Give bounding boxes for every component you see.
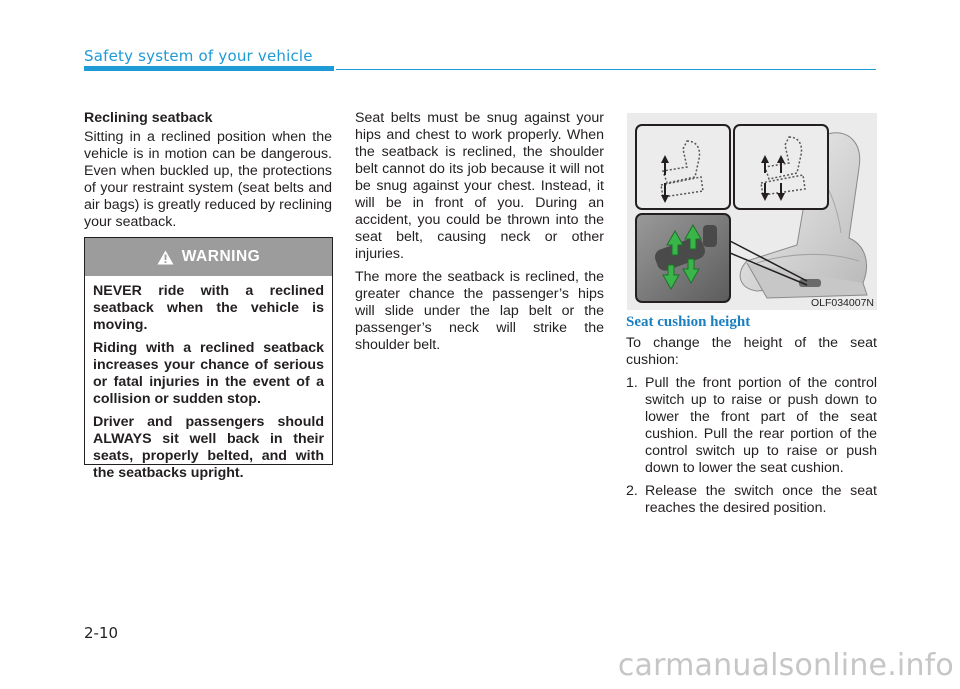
column-right: [626, 313, 877, 523]
warning-paragraph: Riding with a reclined seatback increases your chance of serious or fatal injuries in the event of a collision or sudden stop.: [93, 340, 324, 407]
section-title: Safety system of your vehicle: [84, 47, 313, 65]
header-bar: [84, 66, 334, 71]
reclining-paragraph: Sitting in a reclined position when the vehicle is in motion can be dangerous. Even when buckled up, the protections of your restraint system (seat belts and air bags) is greatly reduced by reclining your seatback.: [84, 129, 332, 230]
warning-body: [85, 276, 332, 482]
warning-paragraph: NEVER ride with a reclined seatback when the vehicle is moving.: [93, 283, 324, 333]
column-middle: [355, 110, 604, 360]
seat-figure: [627, 113, 877, 310]
list-item: [626, 375, 877, 477]
column-left: [84, 110, 332, 237]
step-number: 1.: [626, 375, 638, 391]
watermark: carmanualsonline.info: [617, 648, 954, 683]
list-item: [626, 483, 877, 517]
warning-box: [84, 237, 333, 481]
seatbelt-paragraph: Seat belts must be snug against your hips and chest to work properly. When the seatback is reclined, the shoulder belt cannot do its job because it will not be snug against your chest. Instead, it will be in front of you. During an accident, you could be thrown into the seat belt, causing neck or other injuries.: [355, 110, 604, 262]
step-text: Pull the front portion of the control switch up to raise or push down to lower the front part of the seat cushion. Pull the rear portion of the control switch up to raise or push down to lower the seat cushion.: [645, 375, 877, 476]
warning-triangle-icon: [157, 250, 174, 265]
page-number: 2-10: [84, 624, 119, 642]
reclining-heading: Reclining seatback: [84, 110, 213, 126]
warning-header: [85, 238, 332, 276]
cushion-intro: To change the height of the seat cushion:: [626, 335, 877, 368]
cushion-steps: [626, 375, 877, 517]
warning-label: WARNING: [181, 248, 261, 265]
cushion-heading: Seat cushion height: [626, 314, 751, 330]
figure-caption: OLF034007N: [810, 297, 874, 309]
header-rule: [336, 69, 876, 70]
seat-illustration: [627, 113, 877, 310]
step-text: Release the switch once the seat reaches the desired position.: [645, 483, 877, 516]
seatbelt-paragraph: The more the seatback is reclined, the greater chance the passenger’s hips will slide under the lap belt or the passenger’s neck will strike the shoulder belt.: [355, 269, 604, 353]
warning-paragraph: Driver and passengers should ALWAYS sit well back in their seats, properly belted, and with the seatbacks upright.: [93, 414, 324, 481]
step-number: 2.: [626, 483, 638, 499]
